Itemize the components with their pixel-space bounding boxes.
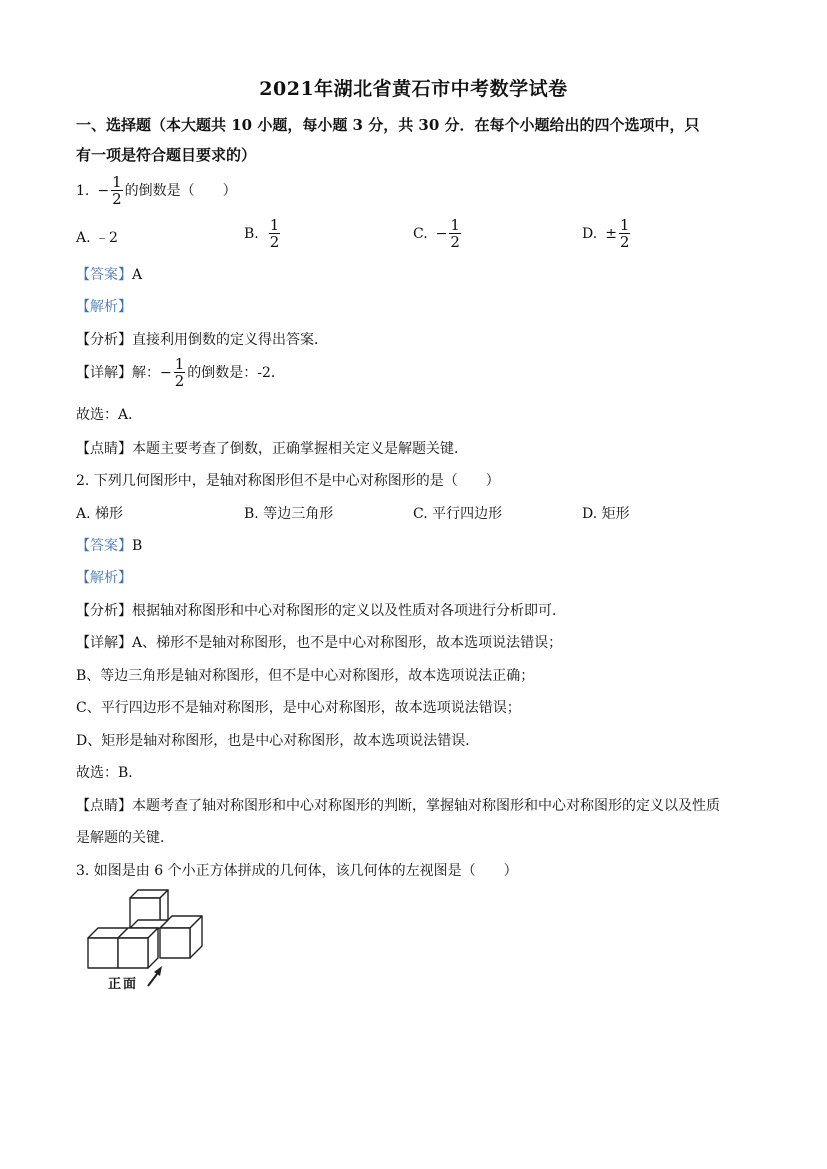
q1-xiangjie-den: 2 (174, 372, 185, 390)
q1-option-b-num: 1 (269, 216, 280, 234)
q1-option-d-fraction (619, 218, 631, 250)
q2-fenxi-tag: 【分析】 (76, 603, 132, 619)
back-right-cube-front-face (160, 928, 190, 958)
q1-stem-tail: 的倒数是（ ） (124, 183, 237, 199)
q3-figure-label: 正面 (108, 977, 139, 992)
q2-fenxi (76, 603, 566, 619)
cube-figure-svg (80, 888, 220, 993)
q1-fraction (111, 175, 123, 207)
q2-option-a: A. 梯形 (76, 506, 124, 522)
q1-xiangjie-fraction (174, 357, 186, 389)
q2-xiangjie (76, 635, 562, 651)
q3-stem: 3. 如图是由 6 个小正方体拼成的几何体，该几何体的左视图是（ ） (76, 863, 518, 879)
q2-xiangjie-a: A、梯形不是轴对称图形，也不是中心对称图形，故本选项说法错误； (132, 635, 563, 651)
q1-choice: 故选：A． (76, 407, 143, 423)
q1-dianjing-text: 本题主要考查了倒数，正确掌握相关定义是解题关键． (132, 441, 468, 457)
q1-xiangjie (76, 357, 285, 389)
q1-analysis-tag: 【解析】 (76, 299, 132, 315)
q2-line-b: B、等边三角形是轴对称图形，但不是中心对称图形，故本选项说法正确； (76, 668, 535, 684)
q2-xiangjie-tag: 【详解】 (76, 635, 132, 651)
q1-option-b-den: 2 (269, 233, 280, 251)
q1-dianjing (76, 441, 468, 457)
section-heading-line1: 一、选择题（本大题共 10 小题，每小题 3 分，共 30 分．在每个小题给出的四个选项中，只 (76, 116, 700, 134)
q1-answer-tag: 【答案】 (76, 267, 132, 283)
q1-option-c-label: C. (413, 226, 428, 242)
q1-answer-value: A (132, 267, 143, 283)
q1-option-c-num: 1 (450, 216, 460, 234)
q1-option-c (413, 218, 463, 250)
q1-xiangjie-num: 1 (174, 355, 185, 373)
q1-xiangjie-minus: − (160, 365, 172, 381)
q2-analysis-tag: 【解析】 (76, 570, 132, 586)
q1-frac-den: 2 (112, 190, 122, 208)
q2-option-c: C. 平行四边形 (413, 506, 503, 522)
q3-figure (80, 888, 220, 993)
q2-dianjing (76, 798, 720, 814)
q1-option-d-label: D. (582, 226, 598, 242)
front-left-cube-front-face (88, 938, 118, 968)
q1-minus: − (97, 183, 110, 199)
front-middle-cube-front-face (118, 938, 148, 968)
q2-answer-tag: 【答案】 (76, 538, 132, 554)
q2-choice: 故选：B． (76, 765, 143, 781)
q1-option-b-label: B. (244, 226, 259, 242)
q1-xiangjie-post: 的倒数是：-2． (187, 365, 285, 381)
q1-option-b-fraction (269, 218, 281, 250)
q1-option-b (244, 218, 282, 250)
page-title: 2021年湖北省黄石市中考数学试卷 (259, 78, 568, 100)
q1-fenxi-text: 直接利用倒数的定义得出答案． (132, 332, 328, 348)
q1-option-d-den: 2 (619, 233, 630, 251)
q2-dianjing-tag: 【点睛】 (76, 798, 132, 814)
q2-option-d: D. 矩形 (582, 506, 630, 522)
q2-option-b: B. 等边三角形 (244, 506, 334, 522)
q1-xiangjie-pre: 解： (132, 365, 160, 381)
q1-option-c-den: 2 (450, 233, 460, 251)
q1-option-d-num: 1 (619, 216, 630, 234)
q1-fenxi-tag: 【分析】 (76, 332, 132, 348)
q2-dianjing-line2: 是解题的关键． (76, 830, 174, 846)
q1-option-c-fraction (449, 218, 461, 250)
q2-answer (76, 538, 142, 554)
q1-option-d-pm: ± (605, 226, 617, 242)
q2-fenxi-text: 根据轴对称图形和中心对称图形的定义以及性质对各项进行分析即可． (132, 603, 566, 619)
q2-line-c: C、平行四边形不是轴对称图形，是中心对称图形，故本选项说法错误； (76, 700, 521, 716)
q1-stem (76, 175, 237, 207)
q2-line-d: D、矩形是轴对称图形，也是中心对称图形，故本选项说法错误． (76, 733, 480, 749)
q1-dianjing-tag: 【点睛】 (76, 441, 132, 457)
q1-number: 1. (76, 183, 90, 199)
q1-option-c-minus: − (435, 226, 448, 242)
q1-fenxi (76, 332, 328, 348)
q1-option-a: A. ﹣2 (76, 230, 118, 246)
section-heading-line2: 有一项是符合题目要求的） (76, 146, 257, 164)
q2-stem: 2. 下列几何图形中，是轴对称图形但不是中心对称图形的是（ ） (76, 473, 500, 489)
front-arrow-head (154, 966, 162, 976)
q2-dianjing-line1: 本题考查了轴对称图形和中心对称图形的判断，掌握轴对称图形和中心对称图形的定义以及性质 (132, 798, 720, 814)
q1-answer (76, 267, 142, 283)
q1-option-d (582, 218, 632, 250)
q1-frac-num: 1 (112, 173, 122, 191)
q2-answer-value: B (132, 538, 143, 554)
q1-xiangjie-tag: 【详解】 (76, 365, 132, 381)
